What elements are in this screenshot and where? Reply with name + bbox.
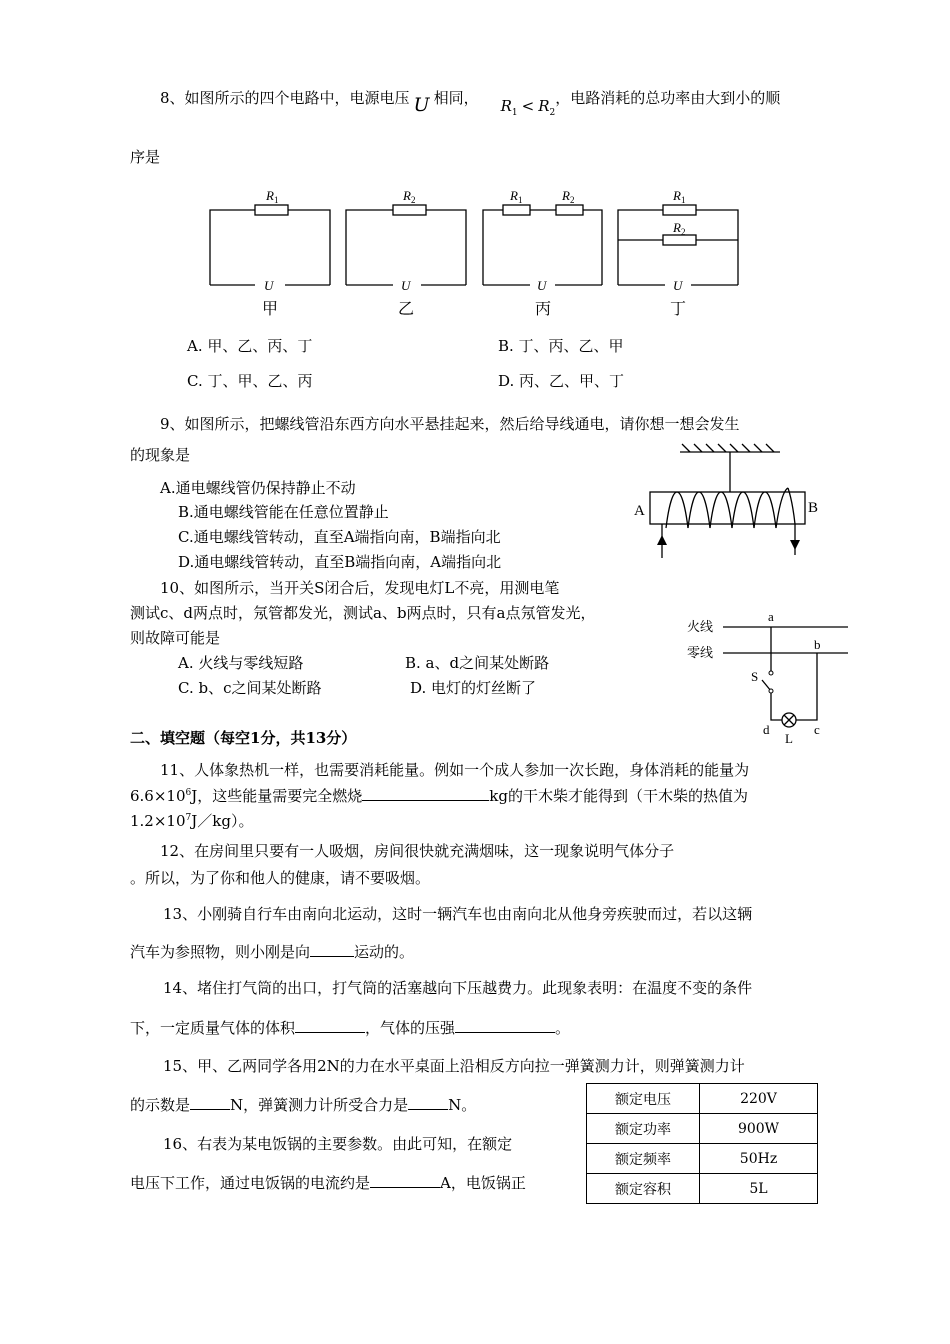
- q10-option-d: D. 电灯的灯丝断了: [410, 679, 537, 697]
- q15-line2: 的示数是 N，弹簧测力计所受合力是 N。: [130, 1096, 477, 1114]
- q10-line1: 10、如图所示，当开关S闭合后，发现电灯L不亮，用测电笔: [160, 579, 560, 597]
- q10-line3: 则故障可能是: [130, 629, 221, 647]
- rice-cooker-spec-table: [586, 1083, 818, 1204]
- answer-blank[interactable]: [295, 1018, 365, 1033]
- circuit-label: 甲: [262, 301, 279, 318]
- voltage-label: U: [264, 278, 274, 293]
- svg-text:c: c: [814, 722, 820, 737]
- voltage-label: U: [673, 278, 683, 293]
- q9-option-c: C.通电螺线管转动，直至A端指向南，B端指向北: [178, 528, 501, 546]
- circuit-jia: [210, 205, 330, 285]
- svg-text:火线: 火线: [687, 619, 714, 634]
- circuit-ding: [618, 205, 738, 285]
- q9-line1: 9、如图所示，把螺线管沿东西方向水平悬挂起来，然后给导线通电，请你想一想会发生: [160, 415, 740, 433]
- spec-name: 额定频率: [587, 1144, 700, 1174]
- q8-option-c: C. 丁、甲、乙、丙: [187, 372, 313, 390]
- spec-value: 50Hz: [700, 1144, 818, 1174]
- answer-blank[interactable]: [310, 942, 354, 957]
- q15-line1: 15、甲、乙两同学各用2N的力在水平桌面上沿相反方向拉一弹簧测力计，则弹簧测力计: [163, 1057, 745, 1075]
- svg-text:零线: 零线: [687, 645, 714, 660]
- q8-option-a: A. 甲、乙、丙、丁: [187, 337, 313, 355]
- svg-text:a: a: [768, 609, 774, 624]
- voltage-label: U: [401, 278, 411, 293]
- answer-blank[interactable]: [455, 1018, 555, 1033]
- answer-blank[interactable]: [408, 1095, 448, 1110]
- r1-symbol: $R_1$: [500, 97, 518, 118]
- voltage-label: U: [537, 278, 547, 293]
- table-row: [587, 1084, 818, 1114]
- circuit-yi: [346, 205, 466, 285]
- q9-option-a: A.通电螺线管仍保持静止不动: [160, 479, 356, 497]
- q11-line2: $6.6\times 10^6J$，这些能量需要完全燃烧 kg的干木柴才能得到（干木柴的热值为: [130, 787, 748, 805]
- q10-option-b: B. a、d之间某处断路: [405, 654, 550, 672]
- svg-text:R1: $R_1$: [510, 188, 523, 205]
- q12-line2: 。所以，为了你和他人的健康，请不要吸烟。: [130, 869, 431, 887]
- svg-text:R2: $R_2$: [562, 188, 575, 205]
- q10-option-a: A. 火线与零线短路: [178, 654, 304, 672]
- answer-blank[interactable]: [190, 1095, 230, 1110]
- q14-line2: 下，一定质量气体的体积 ，气体的压强 。: [130, 1019, 571, 1037]
- spec-value: 900W: [700, 1114, 818, 1144]
- svg-text:B: B: [808, 500, 819, 516]
- q13-line2: 汽车为参照物，则小刚是向 运动的。: [130, 943, 415, 961]
- arrow-up-icon: [657, 535, 667, 545]
- answer-blank[interactable]: [362, 786, 489, 801]
- q14-line1: 14、堵住打气筒的出口，打气筒的活塞越向下压越费力。此现象表明：在温度不变的条件: [163, 979, 753, 997]
- r2-symbol: $R_2$: [538, 97, 556, 118]
- spec-name: 额定功率: [587, 1114, 700, 1144]
- q9-option-d: D.通电螺线管转动，直至B端指向南，A端指向北: [178, 553, 502, 571]
- answer-blank[interactable]: [370, 1173, 440, 1188]
- section-heading: 二、填空题（每空1分，共13分）: [130, 729, 357, 747]
- q16-line2: 电压下工作，通过电饭锅的电流约是 A，电饭锅正: [130, 1174, 526, 1192]
- table-row: [587, 1174, 818, 1204]
- spec-name: 额定电压: [587, 1084, 700, 1114]
- circuit-label: 丁: [670, 301, 687, 318]
- less-than-sign: <: [521, 97, 535, 115]
- svg-text:R1: $R_1$: [673, 188, 686, 205]
- q8-circuit-diagrams: [200, 180, 750, 320]
- q8-line2: 序是: [130, 148, 161, 166]
- table-row: [587, 1144, 818, 1174]
- svg-text:L: L: [785, 731, 793, 745]
- q8-option-b: B. 丁、丙、乙、甲: [498, 337, 624, 355]
- circuit-label: 乙: [398, 301, 415, 318]
- svg-text:d: d: [763, 722, 770, 737]
- spec-value: 5L: [700, 1174, 818, 1204]
- circuit-bing: [483, 205, 602, 285]
- solenoid-diagram: [630, 440, 830, 580]
- table-row: [587, 1114, 818, 1144]
- q10-line2: 测试c、d两点时，氖管都发光，测试a、b两点时，只有a点氖管发光，: [130, 604, 596, 622]
- svg-text:S: S: [751, 669, 759, 684]
- spec-value: 220V: [700, 1084, 818, 1114]
- q11-line3: $1.2\times 10^7J/kg$）。: [130, 812, 254, 830]
- q11-line1: 11、人体象热机一样，也需要消耗能量。例如一个成人参加一次长跑，身体消耗的能量为: [160, 761, 750, 779]
- q12-line1: 12、在房间里只要有一人吸烟，房间很快就充满烟味，这一现象说明气体分子: [160, 842, 675, 860]
- q8-option-d: D. 丙、乙、甲、丁: [498, 372, 625, 390]
- spec-name: 额定容积: [587, 1174, 700, 1204]
- svg-text:R2: $R_2$: [403, 188, 416, 205]
- svg-text:R1: $R_1$: [266, 188, 279, 205]
- q9-option-b: B.通电螺线管能在任意位置静止: [178, 503, 389, 521]
- q16-line1: 16、右表为某电饭锅的主要参数。由此可知，在额定: [163, 1135, 513, 1153]
- svg-text:b: b: [814, 637, 821, 652]
- arrow-down-icon: [790, 540, 800, 550]
- svg-text:R2: $R_2$: [673, 220, 686, 237]
- q13-line1: 13、小刚骑自行车由南向北运动，这时一辆汽车也由南向北从他身旁疾驶而过，若以这辆: [163, 905, 753, 923]
- svg-text:A: A: [634, 503, 645, 519]
- q8-line1: 8、如图所示的四个电路中，电源电压 U 相同， $R_1 < R_2$，电路消耗的总功率由大到小的顺: [160, 89, 781, 118]
- voltage-symbol: U: [413, 94, 430, 116]
- household-circuit-diagram: [683, 605, 853, 745]
- q10-option-c: C. b、c之间某处断路: [178, 679, 322, 697]
- circuit-label: 丙: [535, 301, 552, 318]
- q9-line2: 的现象是: [130, 446, 191, 464]
